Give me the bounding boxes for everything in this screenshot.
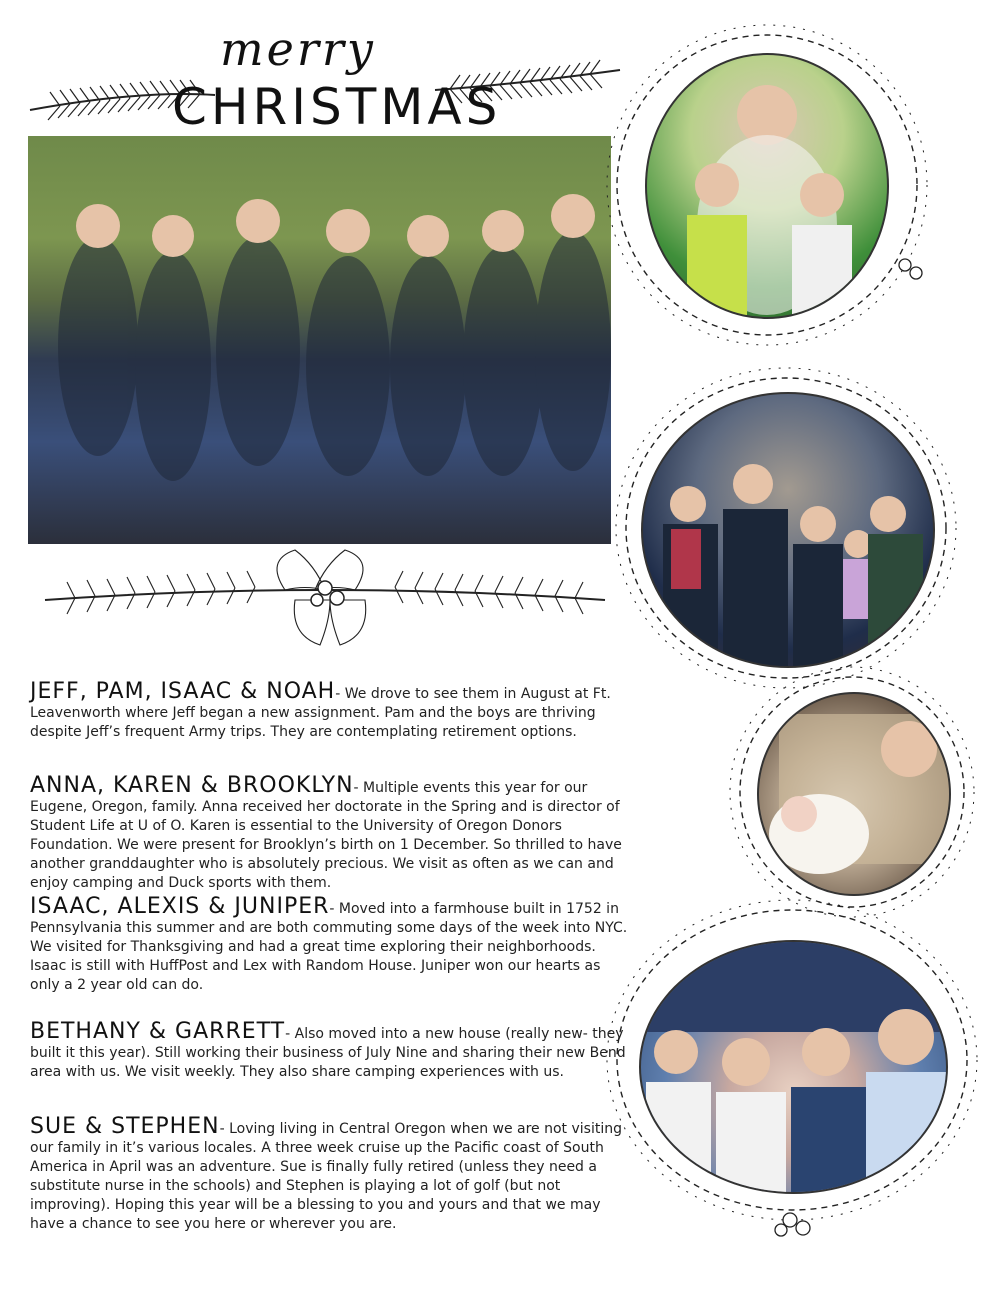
section-text: - Multiple events this year for our Eugene, Oregon, family. Anna received her doctorate in the Spring and is director of Student Life at U of O. Karen is essential to the University of Oregon Donors Foundation. We were present for Brooklyn’s birth on 1 December. So thrilled to have another granddaughter who is absolutely precious. We visit as often as we can and enjoy camping and Duck sports with them. <box>30 780 622 891</box>
section-text: - Also moved into a new house (really new- they built it this year). Still working their business of July Nine and sharing their new Bend area with us. We visit weekly. They also share camping experiences with us. <box>30 1026 626 1080</box>
section-text: - Loving living in Central Oregon when we are not visiting our family in it’s various locales. A three week cruise up the Pacific coast of South America in April was an adventure. Sue is finally fully retired (unless they need a substitute nurse in the schools) and Stephen is playing a lot of golf (but not improving). Hoping this year will be a blessing to you and yours and that we may have a chance to see you here or wherever you are. <box>30 1121 622 1232</box>
circle-photo-family-outdoors <box>641 392 935 668</box>
page-title <box>150 20 502 140</box>
people-silhouettes-icon <box>641 942 946 1192</box>
section-bethany-garrett <box>30 1019 630 1082</box>
title-script: merry <box>220 22 376 76</box>
section-sue-stephen <box>30 1114 630 1234</box>
section-heading: SUE & STEPHEN <box>30 1114 220 1139</box>
title-main: CHRISTMAS <box>172 78 502 136</box>
people-silhouettes-icon <box>647 55 887 317</box>
section-jeff-pam <box>30 679 630 742</box>
section-anna-karen <box>30 773 630 893</box>
people-silhouettes-icon <box>759 694 949 894</box>
circle-photo-grandmother-boys <box>645 53 889 319</box>
circle-photo-stadium <box>639 940 948 1194</box>
section-isaac-alexis <box>30 894 630 995</box>
section-heading: ANNA, KAREN & BROOKLYN <box>30 773 354 798</box>
people-silhouettes-icon <box>643 394 933 666</box>
section-heading: JEFF, PAM, ISAAC & NOAH <box>30 679 336 704</box>
section-text: - We drove to see them in August at Ft. Leavenworth where Jeff began a new assignment. Pam and the boys are thriving despite Jeff’s frequent Army trips. They are contemplating retirement options. <box>30 686 611 740</box>
section-heading: ISAAC, ALEXIS & JUNIPER <box>30 894 330 919</box>
holly-branch-icon <box>35 540 615 660</box>
section-heading: BETHANY & GARRETT <box>30 1019 286 1044</box>
main-family-photo <box>28 136 611 544</box>
circle-photo-grandfather-newborn <box>757 692 951 896</box>
section-text: - Moved into a farmhouse built in 1752 in Pennsylvania this summer and are both commuting some days of the week into NYC. We visited for Thanksgiving and had a great time exploring their neighborhoods. Isaac is still with HuffPost and Lex with Random House. Juniper won our hearts as only a 2 year old can do. <box>30 901 628 993</box>
people-silhouettes-icon <box>28 136 611 544</box>
